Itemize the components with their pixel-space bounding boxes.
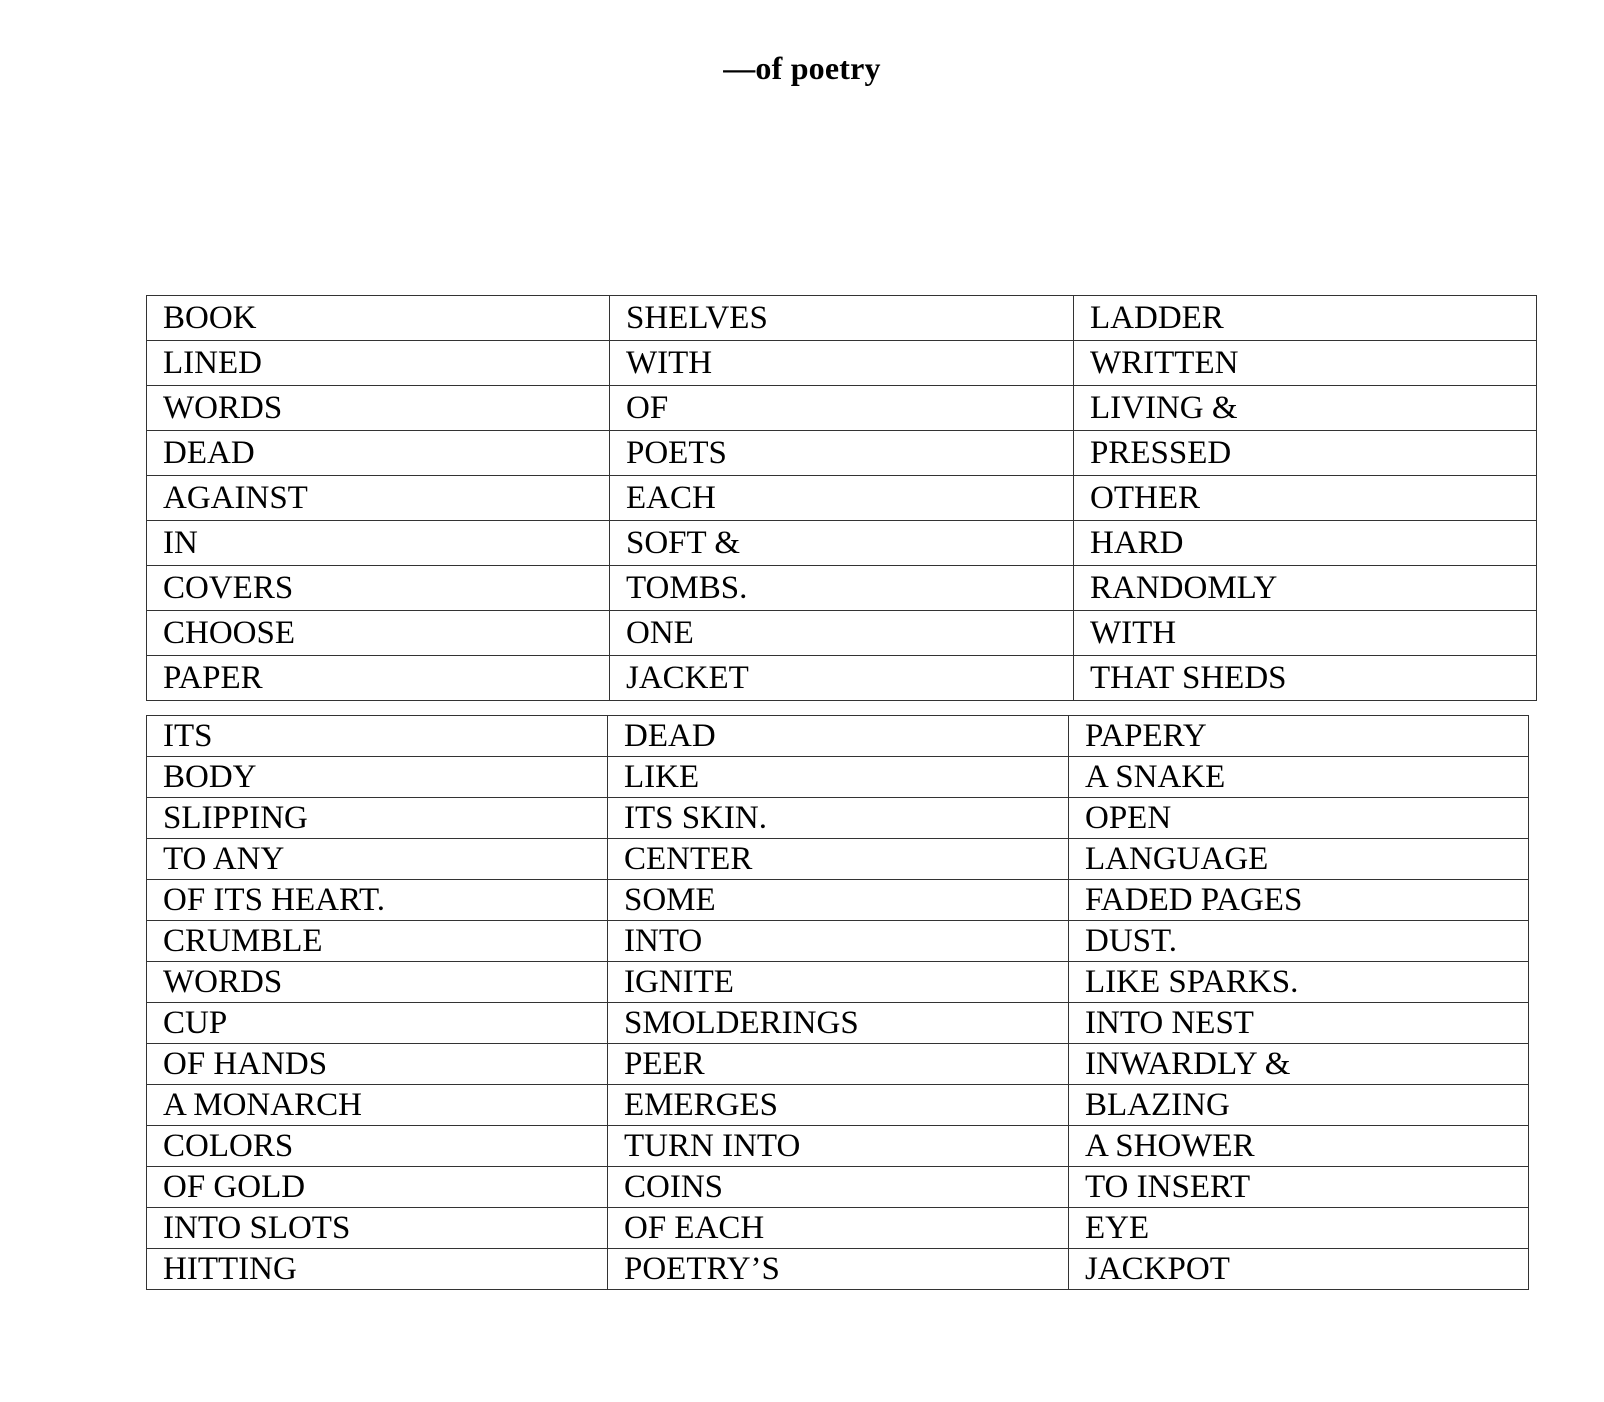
table-row <box>147 798 1529 839</box>
table-cell: INTO SLOTS <box>147 1208 608 1249</box>
table-cell: OF <box>610 386 1074 431</box>
table-row <box>147 1208 1529 1249</box>
table-cell: POETS <box>610 431 1074 476</box>
table-cell: ONE <box>610 611 1074 656</box>
table-cell: THAT SHEDS <box>1074 656 1537 701</box>
table-cell: LIKE <box>608 757 1069 798</box>
table-cell: JACKET <box>610 656 1074 701</box>
table-cell: JACKPOT <box>1069 1249 1529 1290</box>
table-cell: HITTING <box>147 1249 608 1290</box>
table-row <box>147 521 1537 566</box>
table-cell: SLIPPING <box>147 798 608 839</box>
table-row <box>147 341 1537 386</box>
poem-table-bottom-body <box>147 716 1529 1290</box>
table-cell: HARD <box>1074 521 1537 566</box>
table-cell: PEER <box>608 1044 1069 1085</box>
table-cell: WITH <box>610 341 1074 386</box>
table-cell: BLAZING <box>1069 1085 1529 1126</box>
table-cell: BOOK <box>147 296 610 341</box>
table-cell: IGNITE <box>608 962 1069 1003</box>
table-row <box>147 476 1537 521</box>
table-cell: POETRY’S <box>608 1249 1069 1290</box>
table-cell: LIKE SPARKS. <box>1069 962 1529 1003</box>
table-cell: WITH <box>1074 611 1537 656</box>
table-cell: EACH <box>610 476 1074 521</box>
table-cell: OF ITS HEART. <box>147 880 608 921</box>
table-row <box>147 611 1537 656</box>
table-cell: TOMBS. <box>610 566 1074 611</box>
table-cell: LANGUAGE <box>1069 839 1529 880</box>
table-row <box>147 1044 1529 1085</box>
table-row <box>147 839 1529 880</box>
table-cell: INTO NEST <box>1069 1003 1529 1044</box>
table-cell: SOFT & <box>610 521 1074 566</box>
poem-table-top <box>146 295 1537 701</box>
table-cell: CRUMBLE <box>147 921 608 962</box>
table-cell: IN <box>147 521 610 566</box>
table-cell: ITS <box>147 716 608 757</box>
table-cell: FADED PAGES <box>1069 880 1529 921</box>
table-cell: AGAINST <box>147 476 610 521</box>
table-cell: EYE <box>1069 1208 1529 1249</box>
table-row <box>147 431 1537 476</box>
table-row <box>147 566 1537 611</box>
table-cell: INWARDLY & <box>1069 1044 1529 1085</box>
table-cell: A MONARCH <box>147 1085 608 1126</box>
table-cell: SOME <box>608 880 1069 921</box>
table-cell: TO ANY <box>147 839 608 880</box>
table-row <box>147 386 1537 431</box>
table-row <box>147 1085 1529 1126</box>
table-cell: LINED <box>147 341 610 386</box>
table-row <box>147 880 1529 921</box>
table-cell: DEAD <box>147 431 610 476</box>
table-cell: LADDER <box>1074 296 1537 341</box>
table-cell: DEAD <box>608 716 1069 757</box>
poem-table-bottom <box>146 715 1529 1290</box>
table-row <box>147 757 1529 798</box>
table-cell: OF EACH <box>608 1208 1069 1249</box>
table-cell: SMOLDERINGS <box>608 1003 1069 1044</box>
poem-table-top-body <box>147 296 1537 701</box>
table-cell: OPEN <box>1069 798 1529 839</box>
table-row <box>147 716 1529 757</box>
table-cell: TURN INTO <box>608 1126 1069 1167</box>
table-cell: A SNAKE <box>1069 757 1529 798</box>
table-cell: SHELVES <box>610 296 1074 341</box>
table-row <box>147 1249 1529 1290</box>
table-cell: CUP <box>147 1003 608 1044</box>
table-cell: OF GOLD <box>147 1167 608 1208</box>
table-cell: CENTER <box>608 839 1069 880</box>
table-cell: TO INSERT <box>1069 1167 1529 1208</box>
table-row <box>147 921 1529 962</box>
table-cell: WORDS <box>147 962 608 1003</box>
table-cell: INTO <box>608 921 1069 962</box>
table-cell: COLORS <box>147 1126 608 1167</box>
table-cell: COINS <box>608 1167 1069 1208</box>
table-cell: PAPER <box>147 656 610 701</box>
table-row <box>147 1126 1529 1167</box>
table-cell: BODY <box>147 757 608 798</box>
table-cell: A SHOWER <box>1069 1126 1529 1167</box>
table-cell: PRESSED <box>1074 431 1537 476</box>
page-title: —of poetry <box>723 50 881 86</box>
table-row <box>147 962 1529 1003</box>
table-cell: CHOOSE <box>147 611 610 656</box>
table-cell: RANDOMLY <box>1074 566 1537 611</box>
table-cell: DUST. <box>1069 921 1529 962</box>
table-cell: COVERS <box>147 566 610 611</box>
table-row <box>147 296 1537 341</box>
table-row <box>147 1003 1529 1044</box>
table-cell: WRITTEN <box>1074 341 1537 386</box>
table-cell: EMERGES <box>608 1085 1069 1126</box>
table-row <box>147 1167 1529 1208</box>
table-cell: WORDS <box>147 386 610 431</box>
table-cell: OTHER <box>1074 476 1537 521</box>
table-cell: LIVING & <box>1074 386 1537 431</box>
table-row <box>147 656 1537 701</box>
table-cell: PAPERY <box>1069 716 1529 757</box>
table-cell: ITS SKIN. <box>608 798 1069 839</box>
table-cell: OF HANDS <box>147 1044 608 1085</box>
